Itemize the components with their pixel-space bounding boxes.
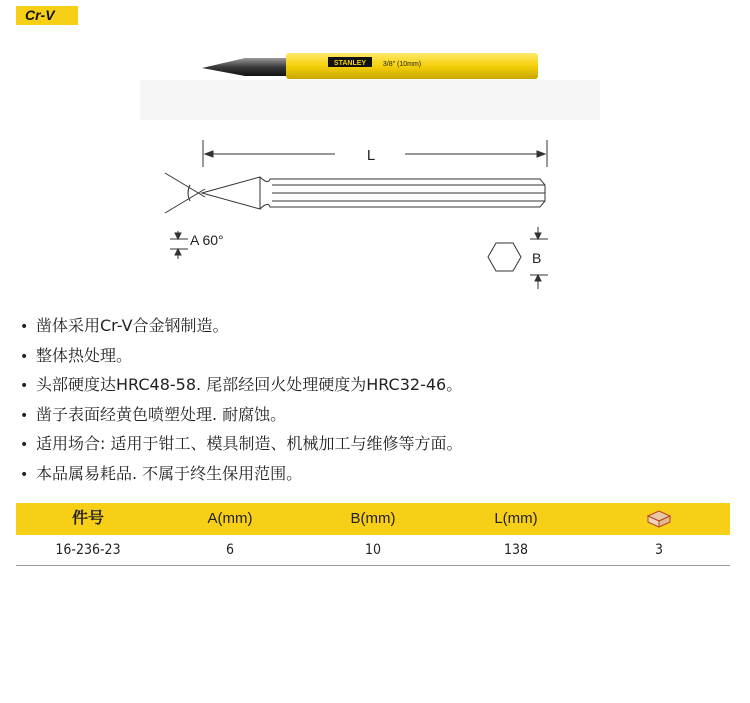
width-label: B <box>532 250 542 266</box>
feature-item: • 头部硬度达HRC48-58. 尾部经回火处理硬度为HRC32-46。 <box>20 375 463 394</box>
header-b: B(mm) <box>350 510 396 527</box>
spec-table-header <box>16 503 730 535</box>
feature-item: • 适用场合: 适用于钳工、模具制造、机械加工与维修等方面。 <box>20 434 463 453</box>
cell-part-number: 16-236-23 <box>55 542 121 558</box>
header-l: L(mm) <box>494 510 538 527</box>
material-badge-label: Cr-V <box>25 7 55 23</box>
chisel-steel-shaft <box>244 58 288 76</box>
header-a: A(mm) <box>207 510 253 527</box>
feature-item: • 凿体采用Cr-V合金钢制造。 <box>20 316 229 335</box>
brand-label: STANLEY <box>333 60 367 67</box>
header-part-number: 件号 <box>71 510 105 527</box>
cell-a: 6 <box>225 542 235 558</box>
chisel-product-image <box>140 40 600 120</box>
cell-l: 138 <box>503 542 529 558</box>
dimension-drawing <box>160 135 560 295</box>
package-box-icon <box>646 503 672 535</box>
table-row <box>16 535 730 566</box>
size-label: 3/8" (10mm) <box>382 61 422 68</box>
feature-list <box>20 313 462 490</box>
cell-b: 10 <box>364 542 382 558</box>
material-badge <box>16 6 78 25</box>
hexagon-profile <box>488 243 521 271</box>
feature-item: • 本品属易耗品. 不属于终生保用范围。 <box>20 463 303 483</box>
feature-item: • 凿子表面经黄色喷塑处理. 耐腐蚀。 <box>20 404 287 424</box>
spec-table <box>16 503 730 566</box>
cell-package-qty: 3 <box>654 542 664 558</box>
length-label: L <box>366 147 376 164</box>
feature-item: • 整体热处理。 <box>20 345 133 365</box>
angle-label: A 60° <box>190 232 224 248</box>
chisel-tip <box>202 58 245 76</box>
